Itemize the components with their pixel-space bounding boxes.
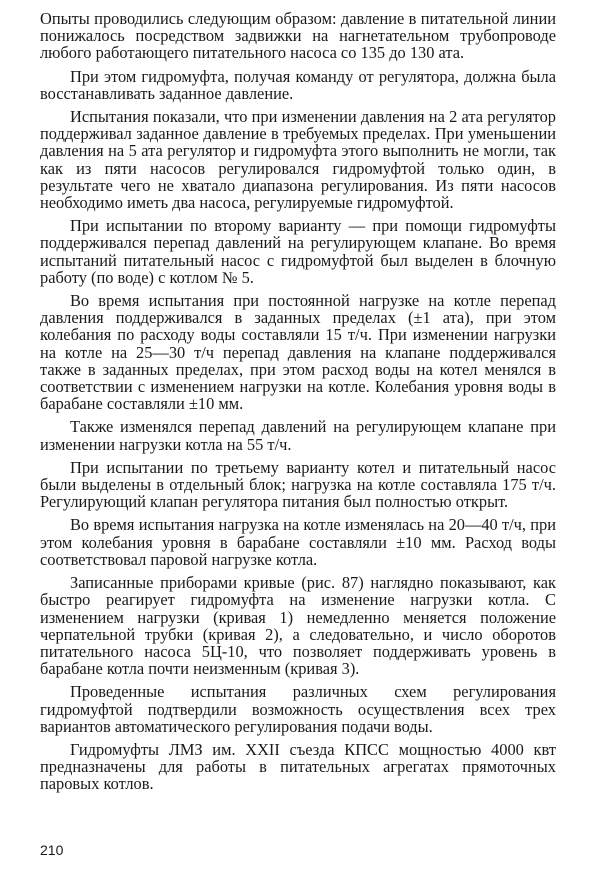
paragraph-3: Испытания показали, что при изменении давления на 2 ата регулятор поддерживал заданное давление в требуемых пределах. При уменьшении давления на 5 ата регулятор и гидромуфта этого выполнить не могли, так как из пяти насосов регулировался гидромуфтой только один, в результате чего не хватало диапазона регулирования. Из пяти насосов необходимо иметь два насоса, регулируемые гидромуфтой. [40, 107, 556, 213]
paragraph-7: При испытании по третьему варианту котел и питательный насос были выделены в отдельный блок; нагрузка на котле составляла 175 т/ч. Регулирующий клапан регулятора питания был полностью открыт. [40, 457, 556, 512]
paragraph-10: Проведенные испытания различных схем регулирования гидромуфтой подтвердили возможность осуществления всех трех вариантов автоматического регулирования подачи воды. [40, 682, 556, 736]
paragraph-11: Гидромуфты ЛМЗ им. XXII съезда КПСС мощностью 4000 квт предназначены для работы в питательных агрегатах прямоточных паровых котлов. [40, 739, 556, 794]
paragraph-6: Также изменялся перепад давлений на регулирующем клапане при изменении нагрузки котла на 55 т/ч. [40, 417, 556, 454]
page-body [40, 10, 556, 799]
page-number: 210 [40, 842, 64, 858]
paragraph-8: Во время испытания нагрузка на котле изменялась на 20—40 т/ч, при этом колебания уровня в барабане составляли ±10 мм. Расход воды соответствовал паровой нагрузке котла. [40, 515, 556, 569]
paragraph-4: При испытании по второму варианту — при помощи гидромуфты поддерживался перепад давлений на регулирующем клапане. Во время испытаний питательный насос с гидромуфтой был выделен в блочную работу (по воде) с котлом № 5. [40, 216, 556, 287]
paragraph-1: Опыты проводились следующим образом: давление в питательной линии понижалось посредством задвижки на нагнетательном трубопроводе любого работающего питательного насоса со 135 до 130 ата. [40, 9, 556, 63]
paragraph-2: При этом гидромуфта, получая команду от регулятора, должна была восстанавливать заданное давление. [40, 66, 556, 103]
paragraph-9: Записанные приборами кривые (рис. 87) наглядно показывают, как быстро реагирует гидромуфта на изменение нагрузки котла. С изменением нагрузки (кривая 1) немедленно меняется положение черпательной трубки (кривая 2), а следовательно, и число оборотов питательного насоса 5Ц-10, что позволяет поддерживать уровень в барабане котла почти неизменным (кривая 3). [40, 573, 556, 679]
paragraph-5: Во время испытания при постоянной нагрузке на котле перепад давления поддерживался в заданных пределах (±1 ата), при этом колебания по расходу воды составляли 15 т/ч. При изменении нагрузки на котле на 25—30 т/ч перепад давления на клапане поддерживался также в заданных пределах, при этом расход воды на котел менялся в соответствии с изменением нагрузки на котле. Колебания уровня воды в барабане составляли ±10 мм. [40, 291, 556, 414]
